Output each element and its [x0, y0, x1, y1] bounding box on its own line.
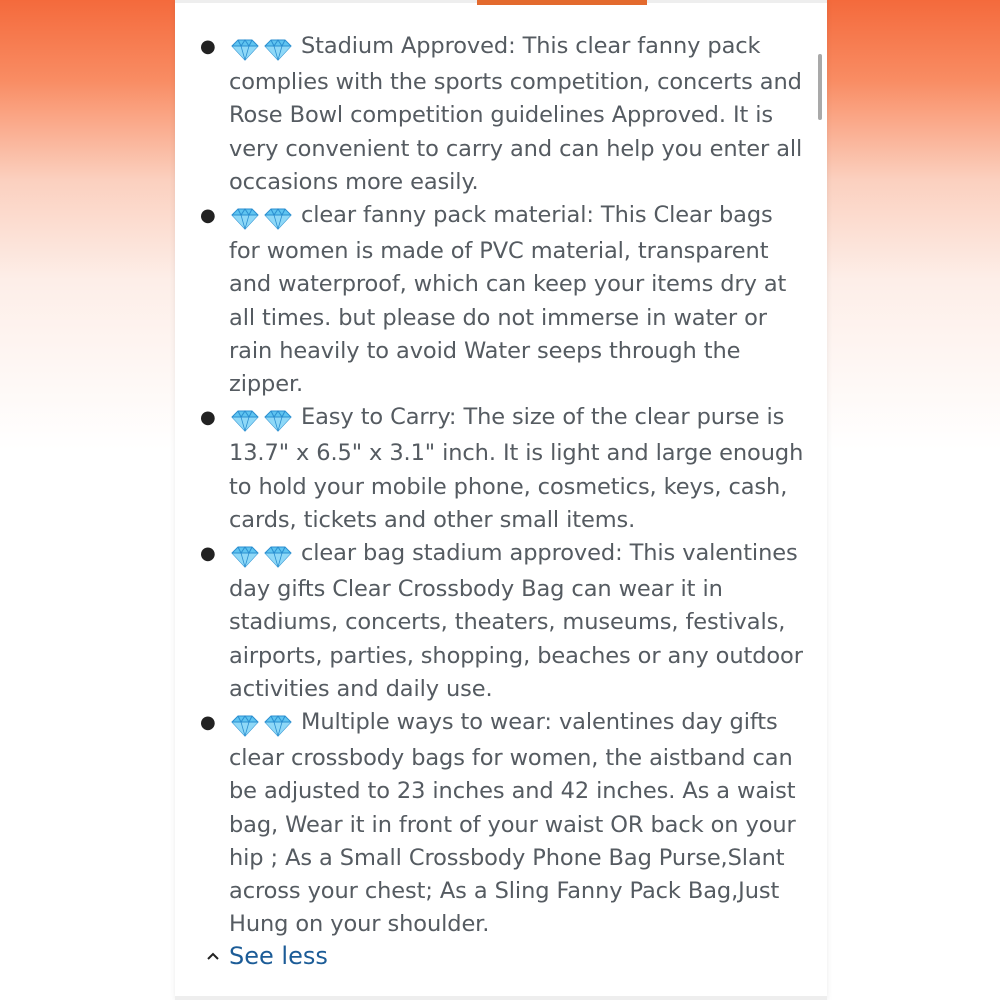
feature-text: Stadium Approved: This clear fanny pack complies with the sports competition, concerts and Rose Bowl competition guidelines Approved. It is very convenient to carry and can help you enter all occasions more easily.: [229, 33, 803, 195]
gem-icon: [229, 709, 295, 742]
feature-text: clear fanny pack material: This Clear bags for women is made of PVC material, transparent and waterproof, which can keep your items dry at all times. but please do not immerse in water or rain heavily to avoid Water seeps through the zipper.: [229, 202, 787, 398]
chevron-up-icon: [205, 948, 221, 964]
feature-text: clear bag stadium approved: This valentines day gifts Clear Crossbody Bag can wear it in stadiums, concerts, theaters, museums, festivals, airports, parties, shopping, beaches or any outdoor activities and daily use.: [229, 540, 803, 702]
bullet-icon: ●: [200, 205, 216, 227]
list-item: [200, 30, 809, 199]
active-tab-indicator: [477, 0, 647, 5]
gem-icon: [229, 404, 295, 437]
scrollbar[interactable]: [818, 54, 822, 120]
bullet-icon: ●: [200, 543, 216, 565]
see-less-button[interactable]: [205, 942, 328, 970]
list-item: [200, 706, 809, 941]
product-details-panel: [175, 0, 827, 1000]
feature-text: Easy to Carry: The size of the clear purse is 13.7" x 6.5" x 3.1" inch. It is light and large enough to hold your mobile phone, cosmetics, keys, cash, cards, tickets and other small items.: [229, 404, 804, 533]
feature-list: [200, 30, 809, 941]
see-less-label: See less: [229, 942, 328, 970]
bullet-icon: ●: [200, 36, 216, 57]
feature-text: Multiple ways to wear: valentines day gifts clear crossbody bags for women, the aistband can be adjusted to 23 inches and 42 inches. As a waist bag, Wear it in front of your waist OR back on your hip ; As a Small Crossbody Phone Bag Purse,Slant across your chest; As a Sling Fanny Pack Bag,Just Hung on your shoulder.: [229, 709, 796, 938]
list-item: [200, 199, 809, 401]
bottom-divider: [175, 996, 827, 1000]
bullet-icon: ●: [200, 407, 216, 429]
gem-icon: [229, 202, 295, 235]
gem-icon: [229, 540, 295, 573]
bullet-icon: ●: [200, 712, 216, 734]
list-item: [200, 537, 809, 706]
gem-icon: [229, 33, 295, 66]
list-item: [200, 401, 809, 537]
